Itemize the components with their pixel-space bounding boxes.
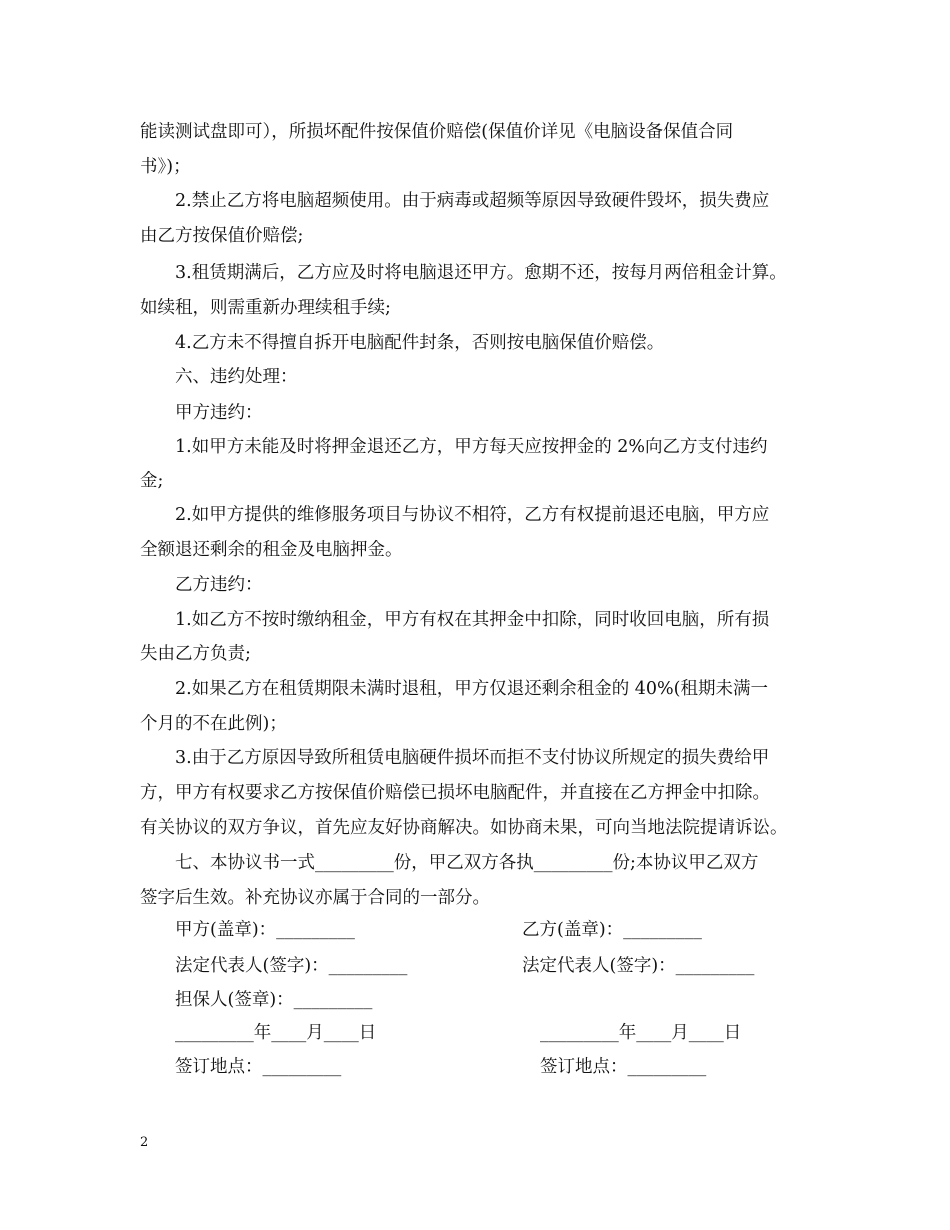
guarantor-field: 担保人(签章)：_________ bbox=[175, 990, 373, 1010]
body-line: 1.如乙方不按时缴纳租金，甲方有权在其押金中扣除，同时收回电脑，所有损 bbox=[175, 610, 770, 630]
body-line: 3.由于乙方原因导致所租赁电脑硬件损坏而拒不支付协议所规定的损失费给甲 bbox=[175, 748, 770, 768]
body-line: 有关协议的双方争议，首先应友好协商解决。如协商未果，可向当地法院提请诉讼。 bbox=[140, 818, 788, 838]
page-number: 2 bbox=[140, 1135, 149, 1150]
body-line: 失由乙方负责; bbox=[140, 644, 251, 664]
body-line: 1.如甲方未能及时将押金退还乙方，甲方每天应按押金的 2%向乙方支付违约 bbox=[175, 437, 768, 457]
body-line: 签字后生效。补充协议亦属于合同的一部分。 bbox=[140, 888, 490, 908]
body-line: 金; bbox=[140, 471, 164, 491]
party-a-representative-field: 法定代表人(签字)：_________ bbox=[175, 956, 408, 976]
body-line: 书》)； bbox=[140, 157, 191, 177]
body-line: 个月的不在此例)； bbox=[140, 714, 287, 734]
party-a-seal-field: 甲方(盖章)：_________ bbox=[175, 920, 355, 940]
body-line: 如续租，则需重新办理续租手续; bbox=[140, 298, 391, 318]
subsection-heading: 甲方违约： bbox=[175, 403, 263, 423]
section-heading: 六、违约处理： bbox=[175, 367, 298, 387]
body-line: 2.如果乙方在租赁期限未满时退租，甲方仅退还剩余租金的 40%(租期未满一 bbox=[175, 679, 768, 699]
body-line: 2.禁止乙方将电脑超频使用。由于病毒或超频等原因导致硬件毁坏，损失费应 bbox=[175, 191, 770, 211]
body-line: 由乙方按保值价赔偿; bbox=[140, 226, 304, 246]
party-b-representative-field: 法定代表人(签字)：_________ bbox=[522, 956, 755, 976]
party-a-place-field: 签订地点：_________ bbox=[175, 1057, 342, 1077]
subsection-heading: 乙方违约： bbox=[175, 575, 263, 595]
party-b-place-field: 签订地点：_________ bbox=[540, 1057, 707, 1077]
body-line: 全额退还剩余的租金及电脑押金。 bbox=[140, 540, 403, 560]
party-b-date-field: _________年____月____日 bbox=[540, 1023, 742, 1043]
body-line: 七、本协议书一式_________份，甲乙双方各执_________份;本协议甲乙双方 bbox=[175, 853, 759, 873]
body-line: 方，甲方有权要求乙方按保值价赔偿已损坏电脑配件，并直接在乙方押金中扣除。 bbox=[140, 783, 770, 803]
party-b-seal-field: 乙方(盖章)：_________ bbox=[522, 920, 702, 940]
body-line: 4.乙方未不得擅自拆开电脑配件封条，否则按电脑保值价赔偿。 bbox=[175, 333, 665, 353]
party-a-date-field: _________年____月____日 bbox=[175, 1023, 377, 1043]
body-line: 能读测试盘即可），所损坏配件按保值价赔偿(保值价详见《电脑设备保值合同 bbox=[140, 122, 734, 142]
body-line: 2.如甲方提供的维修服务项目与协议不相符，乙方有权提前退还电脑，甲方应 bbox=[175, 505, 770, 525]
body-line: 3.租赁期满后，乙方应及时将电脑退还甲方。愈期不还，按每月两倍租金计算。 bbox=[175, 263, 787, 283]
